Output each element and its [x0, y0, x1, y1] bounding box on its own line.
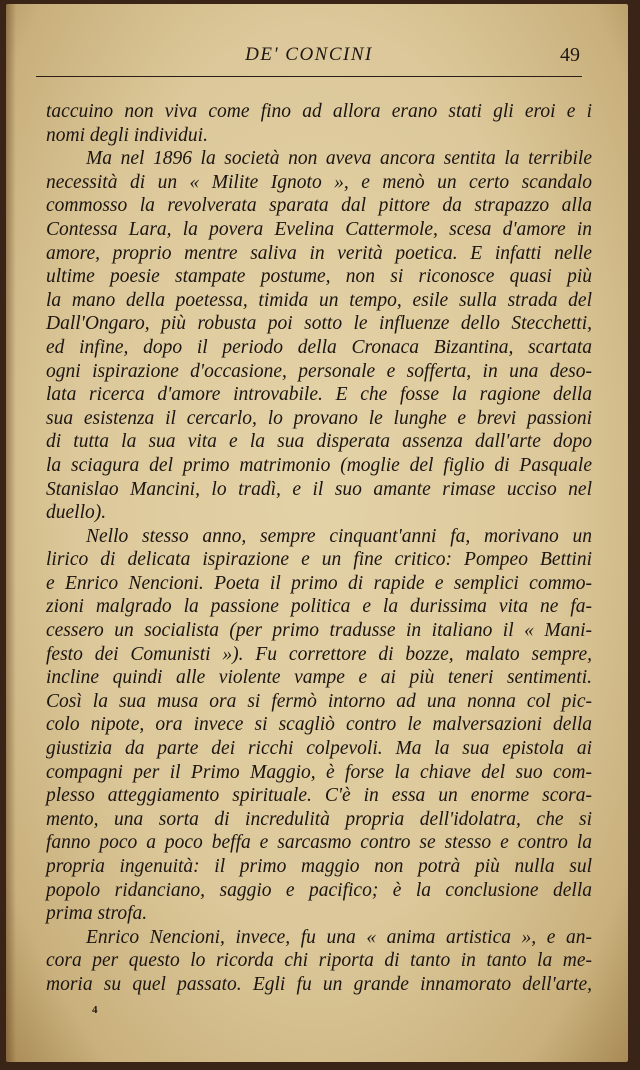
text-line: sua esistenza il cercarlo, lo provano le lunghe e brevi passioni: [46, 407, 592, 429]
text-line: Stanislao Mancini, lo tradì, e il suo amante rimase ucciso nel: [46, 478, 592, 500]
text-line: cessero un socialista (per primo tradusse in italiano il « Mani-: [46, 620, 592, 642]
text-line: nomi degli individui.: [46, 124, 208, 146]
text-line: propria ingenuità: il primo maggio non potrà più nulla sul: [46, 856, 592, 877]
text-line: giustizia da parte dei ricchi colpevoli. Ma la sua epistola ai: [46, 738, 592, 760]
text-line: Contessa Lara, la povera Evelina Cattermole, scesa d'amore in: [46, 218, 592, 240]
text-line: Enrico Nencioni, invece, fu una « anima artistica », e an-: [86, 926, 592, 948]
text-line: moria su quel passato. Egli fu un grande innamorato dell'arte,: [46, 973, 592, 995]
text-line: Dall'Ongaro, più robusta poi sotto le influenze dello Stecchetti,: [46, 313, 592, 335]
text-line: compagni per il Primo Maggio, è forse la chiave del suo com-: [46, 761, 592, 783]
text-line: la mano della poetessa, timida un tempo, esile sulla strada del: [46, 289, 592, 311]
text-line: necessità di un « Milite Ignoto », e menò un certo scandalo: [46, 171, 592, 193]
text-line: popolo ridanciano, saggio e pacifico; è la conclusione della: [46, 879, 592, 901]
text-line: la sciagura del primo matrimonio (moglie del figlio di Pasquale: [46, 454, 592, 476]
text-line: lirico di delicata ispirazione e un fine critico: Pompeo Bettini: [46, 549, 592, 571]
signature-mark: 4: [92, 1004, 98, 1016]
text-line: ed infine, dopo il periodo della Cronaca Bizantina, scartata: [46, 336, 592, 358]
text-line: di tutta la sua vita e la sua disperata assenza dall'arte dopo: [46, 431, 592, 453]
text-line: lata ricerca d'amore introvabile. E che fosse la ragione della: [46, 384, 592, 406]
text-line: ogni ispirazione d'occasione, personale e sofferta, in una deso-: [46, 360, 592, 382]
text-line: amore, proprio mentre saliva in verità poetica. E infatti nelle: [46, 242, 592, 264]
text-line: duello).: [46, 502, 107, 524]
text-line: incline quindi alle violente vampe e ai più teneri sentimenti.: [46, 667, 592, 689]
text-line: ultime poesie stampate postume, non si riconosce quasi più: [46, 266, 592, 288]
text-line: cora per questo lo ricorda chi riporta di tanto in tanto la me-: [46, 950, 592, 972]
page-number: 49: [560, 44, 580, 66]
body-text: [46, 100, 592, 997]
text-line: fanno poco a poco beffa e sarcasmo contro se stesso e contro la: [46, 832, 592, 854]
text-line: prima strofa.: [46, 903, 148, 925]
text-line: Ma nel 1896 la società non aveva ancora sentita la terribile: [86, 148, 592, 170]
text-line: plesso atteggiamento spirituale. C'è in essa un enorme scora-: [46, 785, 592, 807]
book-page: [6, 4, 628, 1062]
page-edge-shadow: [6, 4, 16, 1062]
text-line: commosso la revolverata sparata dal pittore da strapazzo alla: [46, 195, 592, 217]
text-line: Così la sua musa ora si fermò intorno ad una nonna col pic-: [46, 690, 592, 712]
text-line: Nello stesso anno, sempre cinquant'anni fa, morivano un: [86, 525, 592, 547]
running-title: DE' CONCINI: [245, 44, 373, 65]
text-line: festo dei Comunisti »). Fu correttore di bozze, malato sempre,: [46, 643, 592, 665]
text-line: zioni malgrado la passione politica e la durissima vita ne fa-: [46, 596, 592, 618]
text-line: mento, una sorta di incredulità propria dell'idolatra, che si: [46, 808, 592, 830]
text-line: e Enrico Nencioni. Poeta il primo di rapide e semplici commo-: [46, 572, 592, 594]
text-line: taccuino non viva come fino ad allora erano stati gli eroi e i: [46, 101, 592, 122]
page-header: [36, 42, 582, 77]
text-line: colo nipote, ora invece si scagliò contro le malversazioni della: [46, 714, 592, 736]
